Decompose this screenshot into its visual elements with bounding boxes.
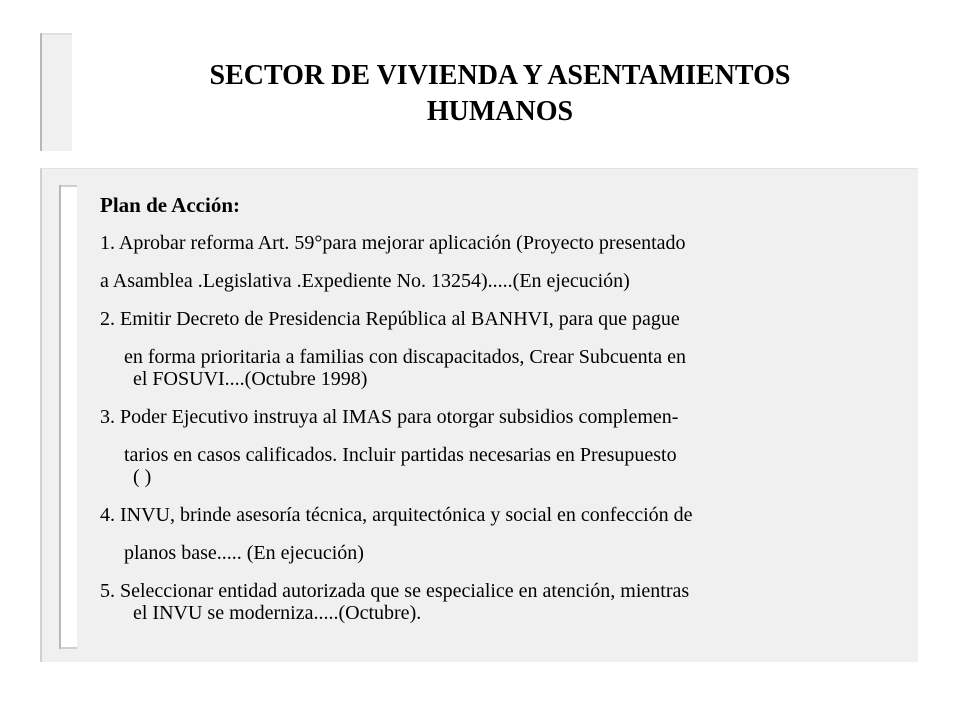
plan-content: [100, 194, 920, 624]
plan-item-2-line-2: en forma prioritaria a familias con discapacitados, Crear Subcuenta en: [124, 346, 686, 368]
plan-item-1-line-1: 1. Aprobar reforma Art. 59°para mejorar aplicación (Proyecto presentado: [100, 232, 686, 254]
plan-heading: Plan de Acción:: [100, 193, 240, 217]
plan-item-4-line-1: 4. INVU, brinde asesoría técnica, arquitectónica y social en confección de: [100, 504, 693, 526]
plan-item-1: [100, 232, 920, 292]
plan-item-3-line-2: tarios en casos calificados. Incluir partidas necesarias en Presupuesto: [124, 444, 677, 466]
plan-item-5-line-2: el INVU se moderniza.....(Octubre).: [133, 602, 422, 624]
slide-title-line-1: SECTOR DE VIVIENDA Y ASENTAMIENTOS: [209, 60, 791, 91]
plan-item-3: [100, 406, 920, 488]
slide-title: [90, 58, 910, 130]
plan-item-5-line-1: 5. Seleccionar entidad autorizada que se especialice en atención, mientras: [100, 580, 690, 602]
plan-item-4-line-2: planos base..... (En ejecución): [124, 542, 364, 564]
plan-item-3-line-1: 3. Poder Ejecutivo instruya al IMAS para otorgar subsidios complemen-: [100, 406, 679, 428]
slide-title-line-2: HUMANOS: [426, 96, 574, 127]
plan-item-2-line-1: 2. Emitir Decreto de Presidencia República al BANHVI, para que pague: [100, 308, 680, 330]
plan-item-5: [100, 580, 920, 624]
plan-item-4: [100, 504, 920, 564]
plan-item-3-line-3: ( ): [133, 466, 152, 488]
title-accent-bar: [40, 33, 72, 151]
plan-item-2: [100, 308, 920, 390]
panel-accent-bar: [59, 185, 77, 649]
plan-item-2-line-3: el FOSUVI....(Octubre 1998): [133, 368, 368, 390]
plan-item-1-line-2: a Asamblea .Legislativa .Expediente No. 13254).....(En ejecución): [100, 270, 630, 292]
